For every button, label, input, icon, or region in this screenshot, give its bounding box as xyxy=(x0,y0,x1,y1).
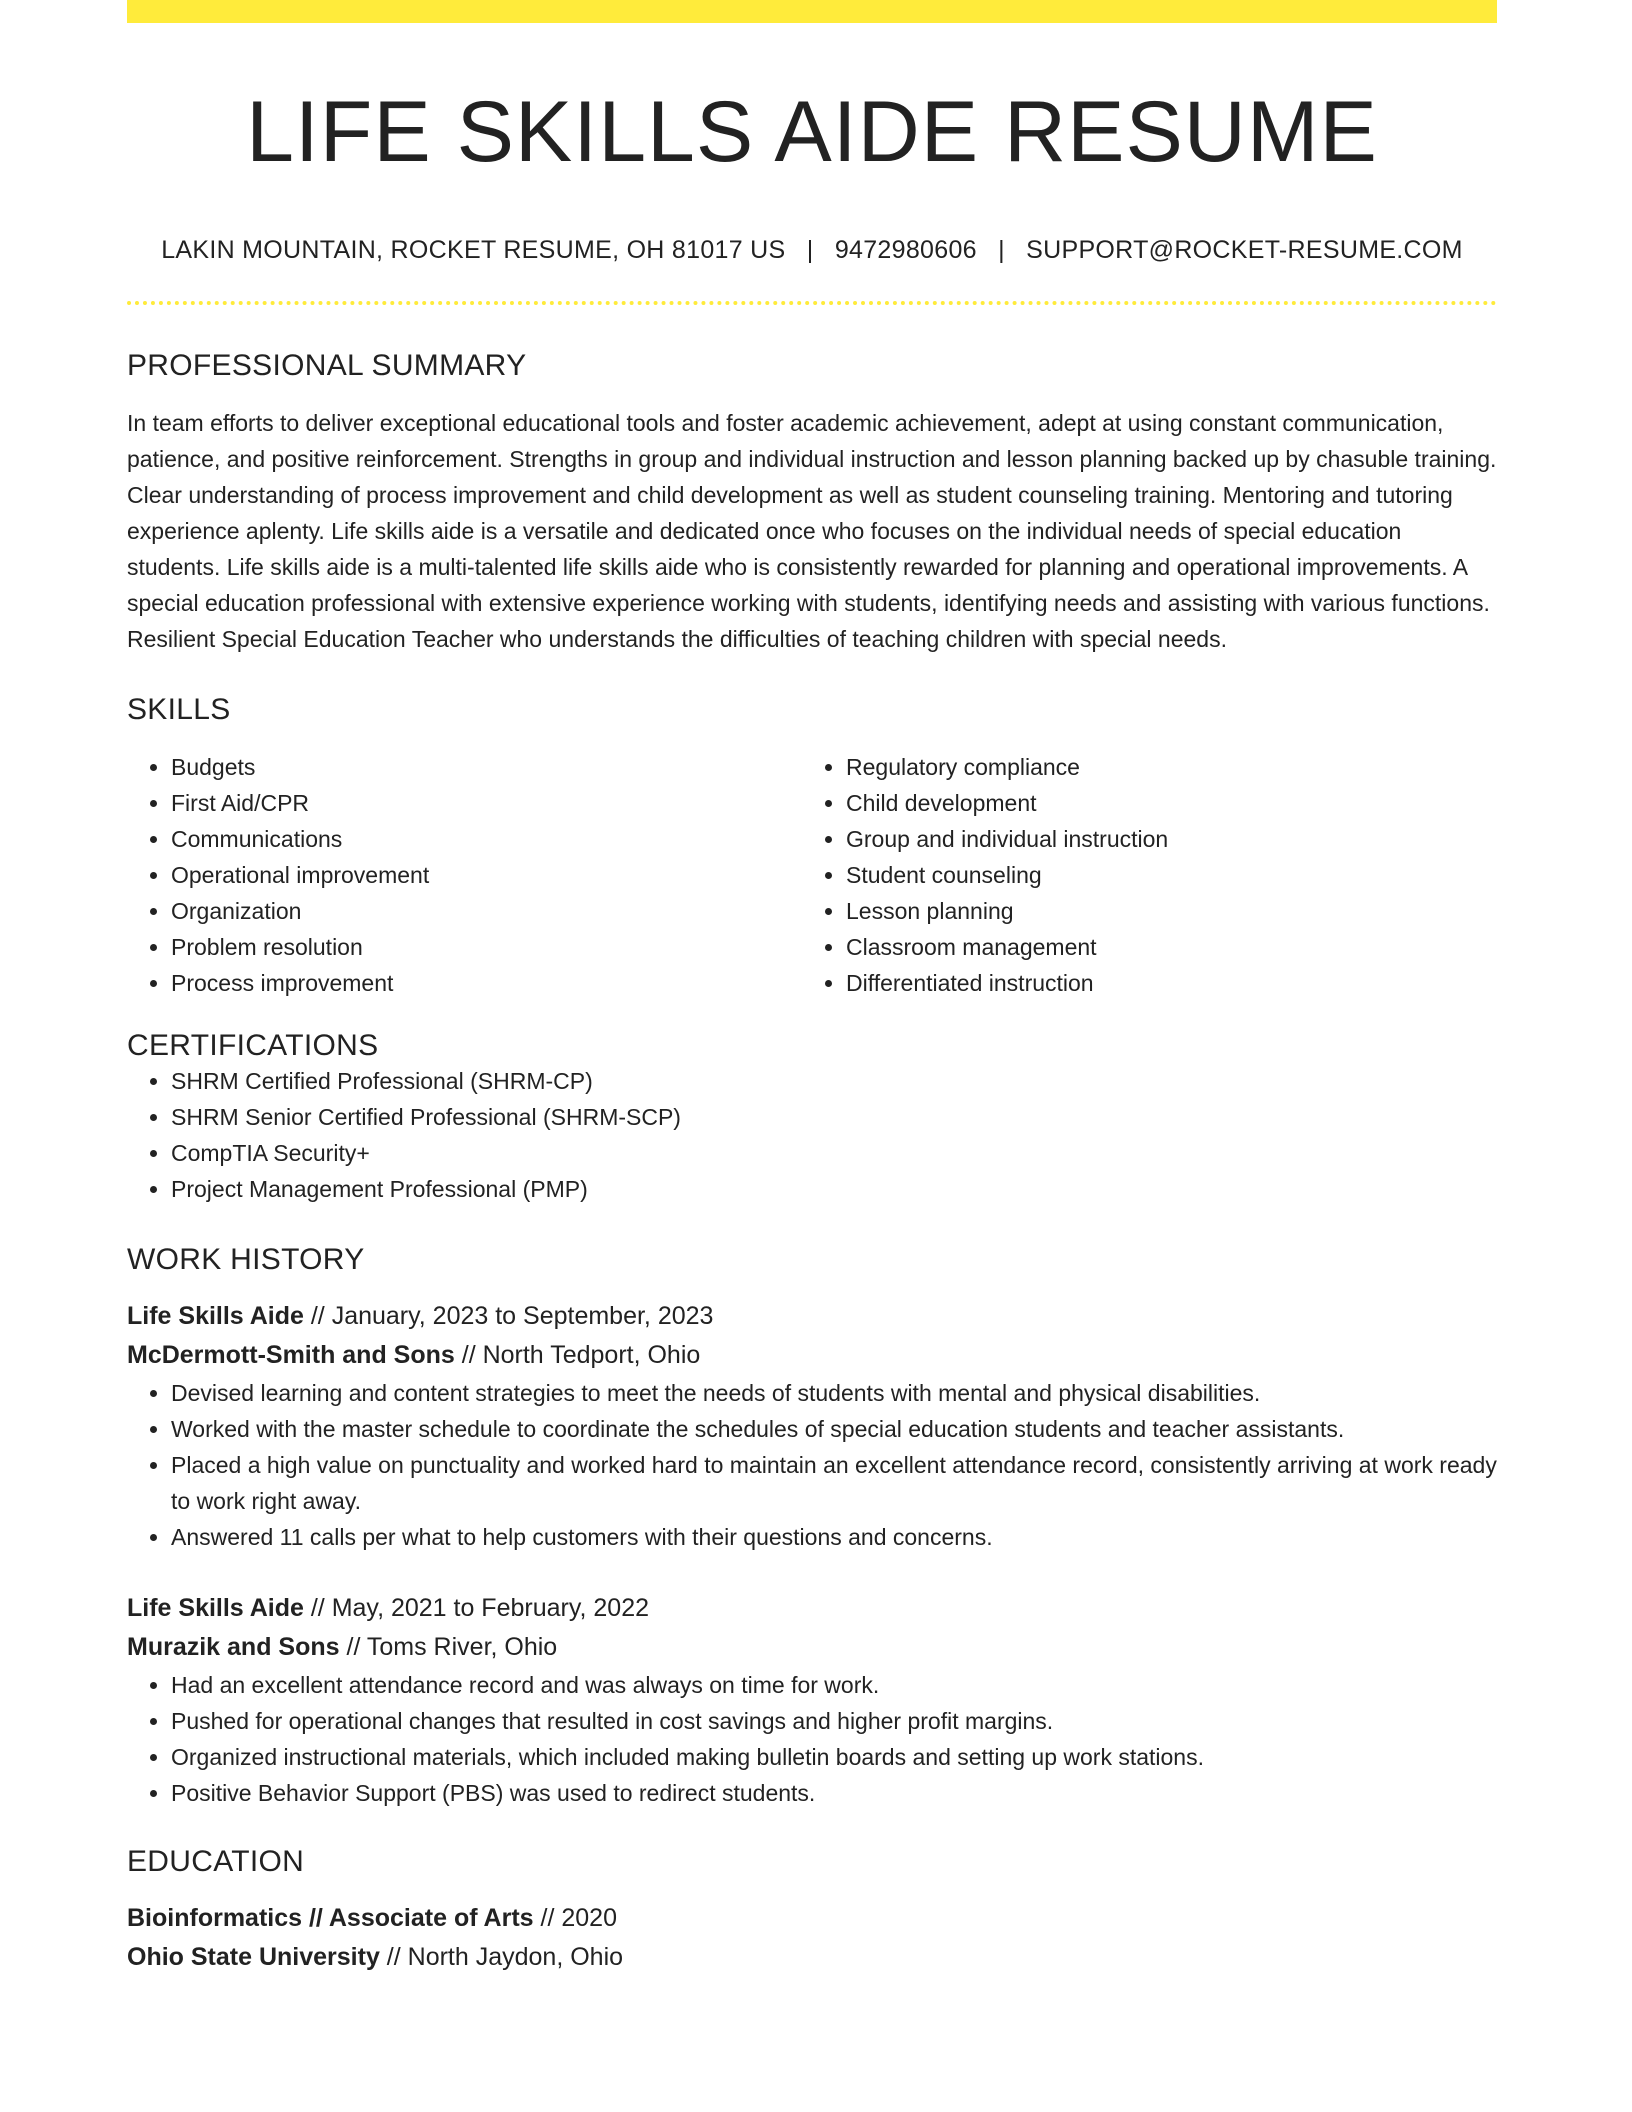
job-title: Life Skills Aide xyxy=(127,1301,304,1330)
job-title-line xyxy=(127,1589,1497,1628)
skill-item: • Classroom management xyxy=(846,929,1477,965)
education-school: Ohio State University xyxy=(127,1942,380,1971)
contact-separator: | xyxy=(806,235,814,264)
certification-item: • CompTIA Security+ xyxy=(171,1135,1497,1171)
job-company-line xyxy=(127,1336,1497,1375)
education-degree-line xyxy=(127,1899,1497,1938)
job-title-line xyxy=(127,1297,1497,1336)
job-dates: // January, 2023 to September, 2023 xyxy=(303,1301,714,1330)
job-duties-list xyxy=(127,1667,1497,1811)
certifications-list xyxy=(127,1063,1497,1207)
certification-item: • SHRM Senior Certified Professional (SHRM-SCP) xyxy=(171,1099,1497,1135)
job-duty-item: • Devised learning and content strategies to meet the needs of students with mental and physical disabilities. xyxy=(171,1375,1497,1411)
skill-item: • Budgets xyxy=(171,749,802,785)
header-divider xyxy=(127,301,1497,305)
contact-address: LAKIN MOUNTAIN, ROCKET RESUME, OH 81017 US xyxy=(161,235,786,264)
skill-item: • Child development xyxy=(846,785,1477,821)
skill-item: • First Aid/CPR xyxy=(171,785,802,821)
job-company-line xyxy=(127,1628,1497,1667)
job-company: Murazik and Sons xyxy=(127,1632,340,1661)
job-entry xyxy=(127,1589,1497,1811)
job-duty-item: • Pushed for operational changes that resulted in cost savings and higher profit margins. xyxy=(171,1703,1497,1739)
resume-title: LIFE SKILLS AIDE RESUME xyxy=(246,84,1378,180)
job-duty-item: • Organized instructional materials, which included making bulletin boards and setting up work stations. xyxy=(171,1739,1497,1775)
job-dates: // May, 2021 to February, 2022 xyxy=(303,1593,649,1622)
education-year: // 2020 xyxy=(533,1903,617,1932)
skill-item: • Communications xyxy=(171,821,802,857)
skill-item: • Differentiated instruction xyxy=(846,965,1477,1001)
education-degree: Bioinformatics // Associate of Arts xyxy=(127,1903,534,1932)
education-school-line xyxy=(127,1938,1497,1977)
contact-separator: | xyxy=(998,235,1005,264)
top-accent-bar xyxy=(127,0,1497,23)
contact-email: SUPPORT@ROCKET-RESUME.COM xyxy=(1026,235,1463,264)
work-history-heading: WORK HISTORY xyxy=(127,1242,365,1276)
job-title: Life Skills Aide xyxy=(127,1593,304,1622)
skill-item: • Operational improvement xyxy=(171,857,802,893)
certifications-heading: CERTIFICATIONS xyxy=(127,1028,379,1062)
skill-item: • Process improvement xyxy=(171,965,802,1001)
education-location: // North Jaydon, Ohio xyxy=(379,1942,624,1971)
skills-heading: SKILLS xyxy=(127,692,231,726)
summary-heading: PROFESSIONAL SUMMARY xyxy=(127,348,527,382)
skills-column-left xyxy=(127,749,802,1001)
job-duty-item: • Placed a high value on punctuality and worked hard to maintain an excellent attendance record, consistently arriving at work ready to work right away. xyxy=(171,1447,1497,1519)
skills-list-left xyxy=(127,749,802,1001)
education-heading: EDUCATION xyxy=(127,1844,305,1878)
contact-line xyxy=(127,236,1497,265)
skill-item: • Group and individual instruction xyxy=(846,821,1477,857)
job-duty-item: • Had an excellent attendance record and was always on time for work. xyxy=(171,1667,1497,1703)
job-duties-list xyxy=(127,1375,1497,1555)
job-location: // Toms River, Ohio xyxy=(339,1632,558,1661)
skill-item: • Lesson planning xyxy=(846,893,1477,929)
skill-item: • Problem resolution xyxy=(171,929,802,965)
resume-page xyxy=(127,0,1497,1977)
skill-item: • Regulatory compliance xyxy=(846,749,1477,785)
job-company: McDermott-Smith and Sons xyxy=(127,1340,455,1369)
skills-grid xyxy=(127,749,1497,1001)
job-duty-item: • Positive Behavior Support (PBS) was used to redirect students. xyxy=(171,1775,1497,1811)
contact-phone: 9472980606 xyxy=(834,235,977,264)
certification-item: • SHRM Certified Professional (SHRM-CP) xyxy=(171,1063,1497,1099)
summary-text: In team efforts to deliver exceptional educational tools and foster academic achievement, adept at using constant communication, patience, and positive reinforcement. Strengths in group and individual instruction and lesson planning backed up by chasuble training. Clear understanding of process improvement and child development as well as student counseling training. Mentoring and tutoring experience aplenty. Life skills aide is a versatile and dedicated once who focuses on the individual needs of special education students. Life skills aide is a multi-talented life skills aide who is consistently rewarded for planning and operational improvements. A special education professional with extensive experience working with students, identifying needs and assisting with various functions. Resilient Special Education Teacher who understands the difficulties of teaching children with special needs. xyxy=(127,409,1497,652)
education-entry xyxy=(127,1899,1497,1977)
skills-list-right xyxy=(802,749,1477,1001)
job-duty-item: • Worked with the master schedule to coordinate the schedules of special education students and teacher assistants. xyxy=(171,1411,1497,1447)
skill-item: • Organization xyxy=(171,893,802,929)
job-location: // North Tedport, Ohio xyxy=(454,1340,701,1369)
job-entry xyxy=(127,1297,1497,1555)
job-duty-item: • Answered 11 calls per what to help customers with their questions and concerns. xyxy=(171,1519,1497,1555)
skill-item: • Student counseling xyxy=(846,857,1477,893)
skills-column-right xyxy=(802,749,1477,1001)
certification-item: • Project Management Professional (PMP) xyxy=(171,1171,1497,1207)
